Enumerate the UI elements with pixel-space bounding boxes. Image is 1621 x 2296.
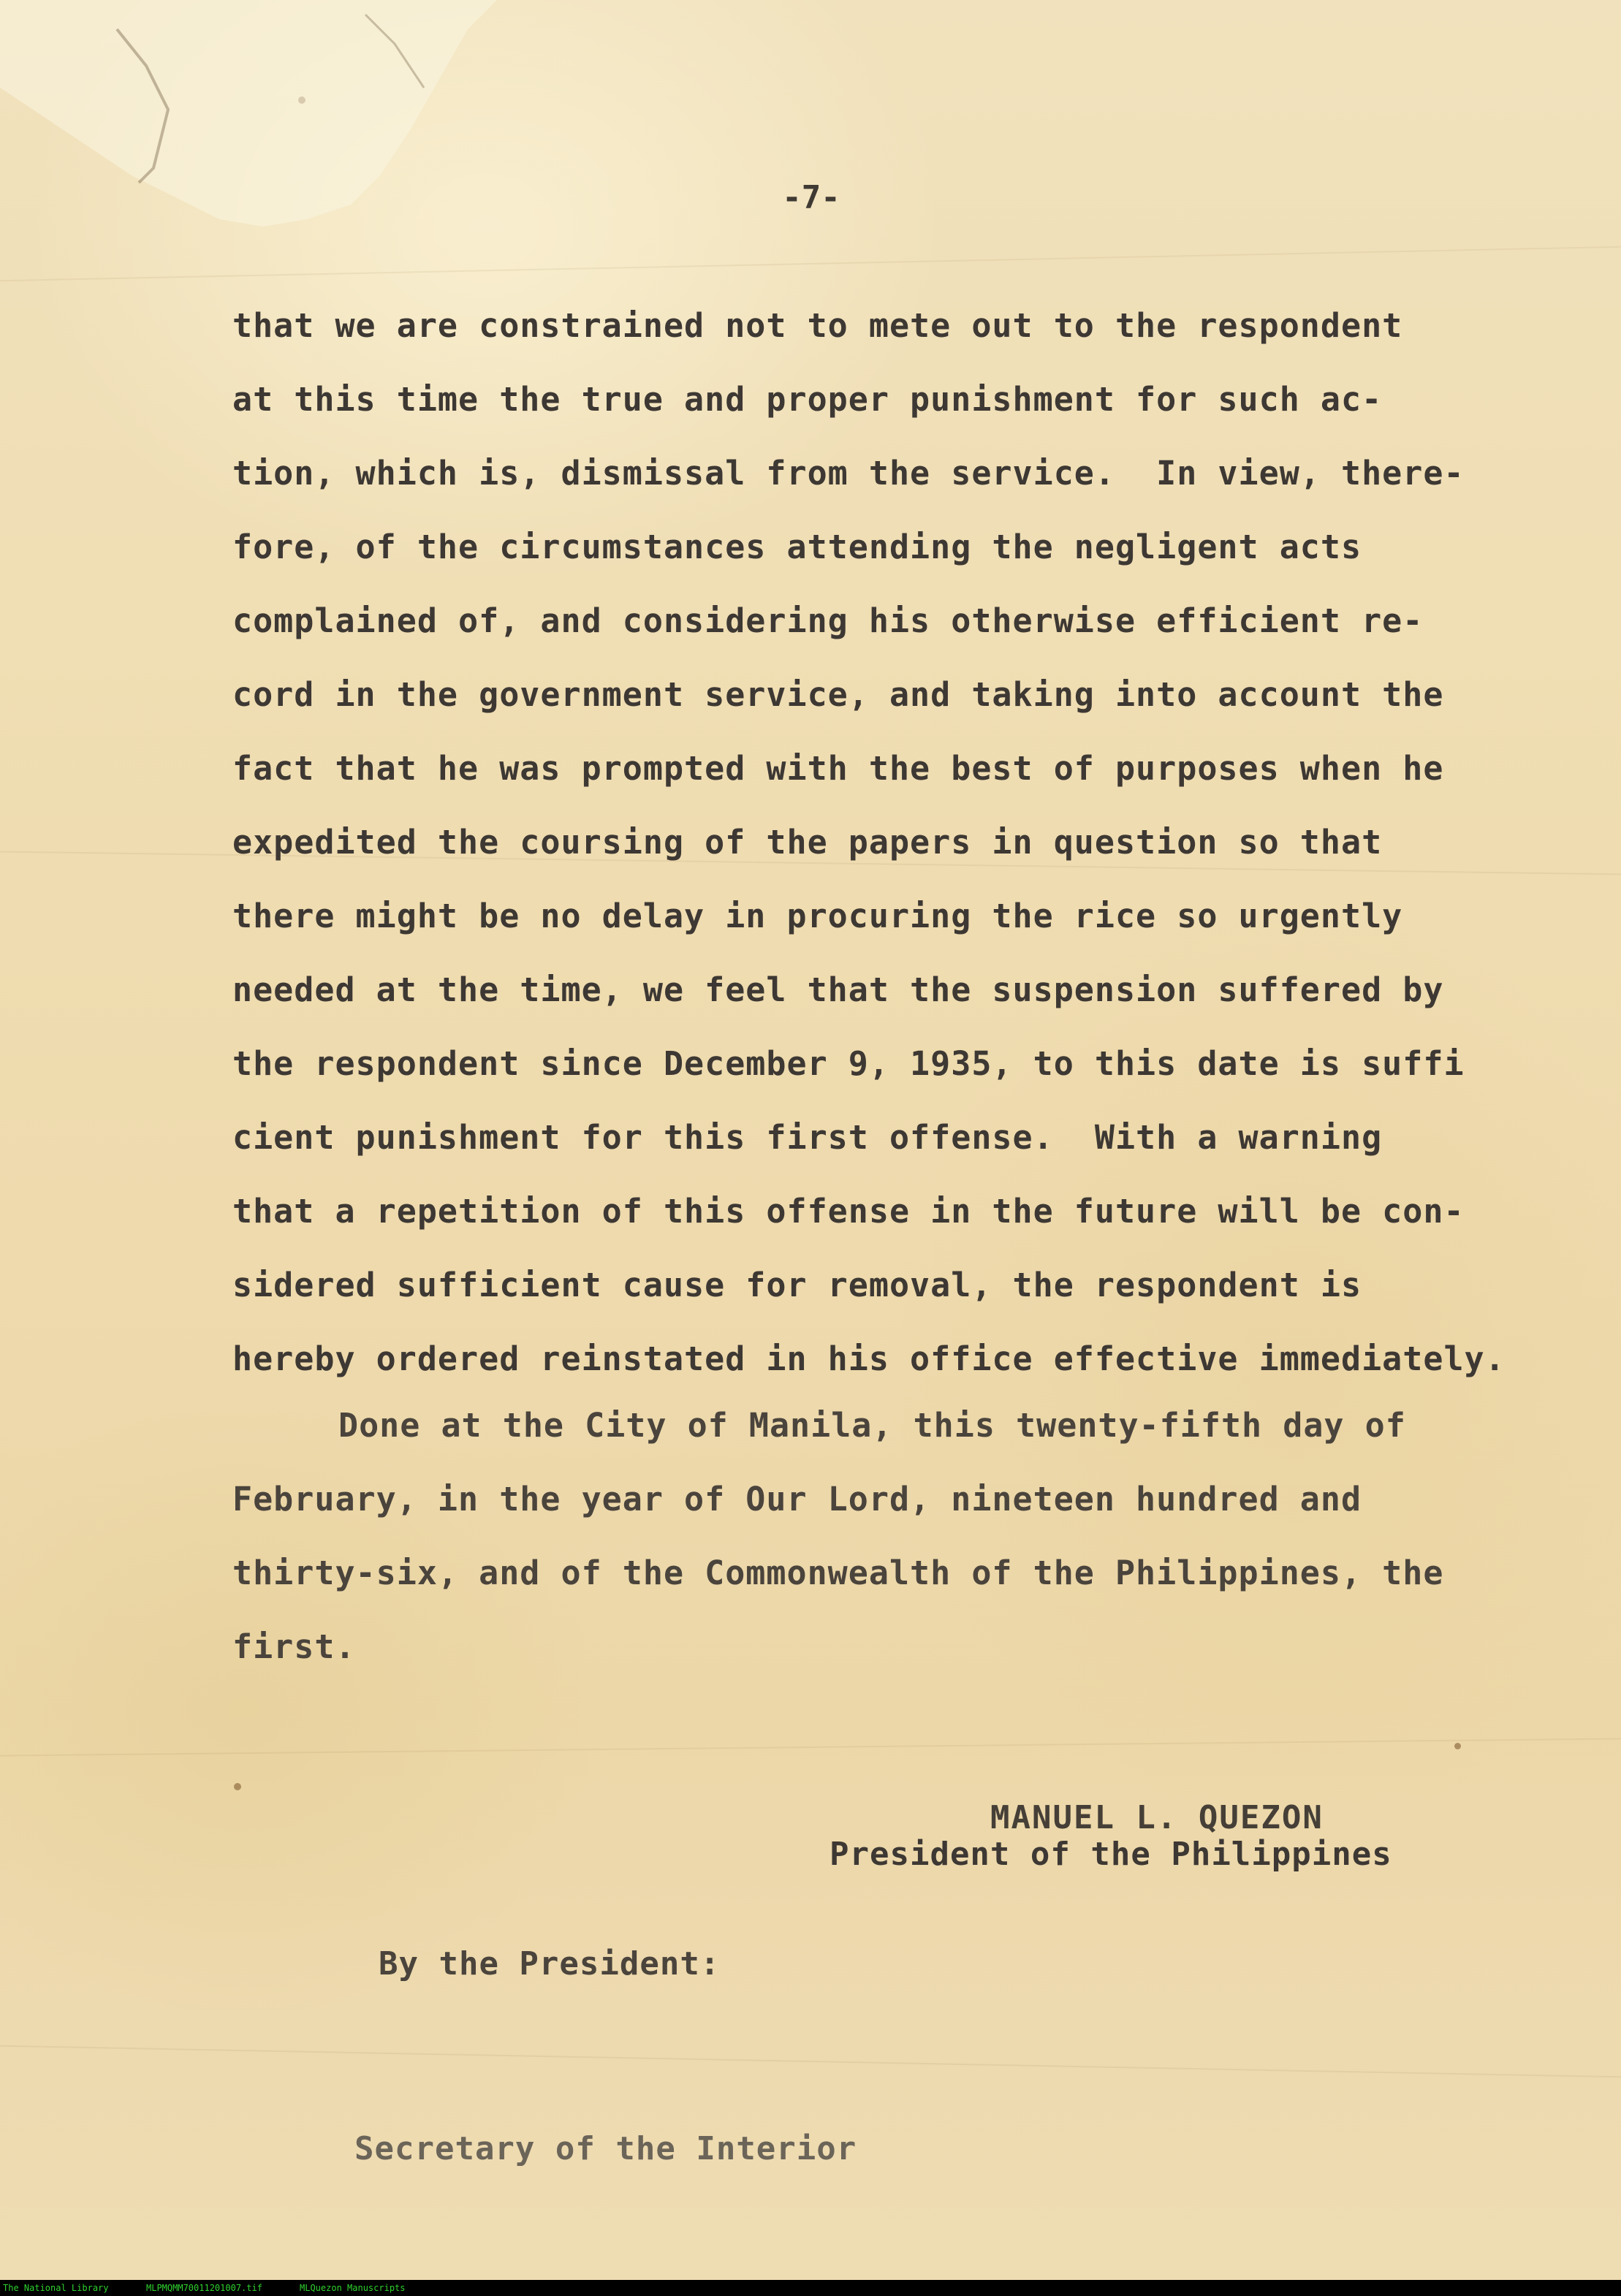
paper-crease <box>0 2045 1621 2078</box>
paper-spot <box>1454 1743 1461 1749</box>
body-line: the respondent since December 9, 1935, to this date is suffi <box>232 1044 1465 1083</box>
body-line: needed at the time, we feel that the suspension suffered by <box>232 970 1444 1009</box>
footer-left: The National Library <box>3 2283 109 2293</box>
footer-center: MLPMQMM70011201007.tif <box>146 2283 262 2293</box>
secretary-title: Secretary of the Interior <box>354 2130 857 2167</box>
torn-corner-graphic <box>0 0 497 241</box>
body-line: cient punishment for this first offense. With a warning <box>232 1118 1383 1157</box>
paper-spot <box>234 1783 241 1790</box>
body-line: hereby ordered reinstated in his office effective immediately. <box>232 1339 1506 1378</box>
archive-footer <box>0 2280 1621 2296</box>
body-line: complained of, and considering his otherwise efficient re- <box>232 601 1424 640</box>
closing-line: February, in the year of Our Lord, nineteen hundred and <box>232 1480 1362 1518</box>
signature-name: MANUEL L. QUEZON <box>990 1799 1324 1836</box>
body-line: expedited the coursing of the papers in question so that <box>232 823 1383 862</box>
closing-line: first. <box>232 1627 356 1666</box>
body-line: at this time the true and proper punishment for such ac- <box>232 380 1383 419</box>
closing-line: Done at the City of Manila, this twenty-fifth day of <box>338 1406 1406 1445</box>
closing-paragraph <box>232 1388 1606 1684</box>
page-number: -7- <box>782 179 840 216</box>
body-line: fore, of the circumstances attending the negligent acts <box>232 528 1362 566</box>
body-line: that a repetition of this offense in the future will be con- <box>232 1192 1465 1231</box>
closing-line: thirty-six, and of the Commonwealth of the Philippines, the <box>232 1554 1444 1592</box>
body-line: sidered sufficient cause for removal, the respondent is <box>232 1266 1362 1304</box>
body-line: that we are constrained not to mete out to the respondent <box>232 306 1403 345</box>
footer-right: MLQuezon Manuscripts <box>300 2283 406 2293</box>
body-line: cord in the government service, and taking into account the <box>232 675 1444 714</box>
by-the-president: By the President: <box>379 1945 721 1983</box>
body-line: fact that he was prompted with the best of purposes when he <box>232 749 1444 788</box>
paper-crease <box>0 246 1621 281</box>
paper-crease <box>0 1738 1621 1756</box>
signature-title: President of the Philippines <box>830 1836 1392 1873</box>
body-line: tion, which is, dismissal from the service. In view, there- <box>232 454 1465 493</box>
body-line: there might be no delay in procuring the rice so urgently <box>232 897 1403 935</box>
body-paragraph <box>232 289 1606 1396</box>
